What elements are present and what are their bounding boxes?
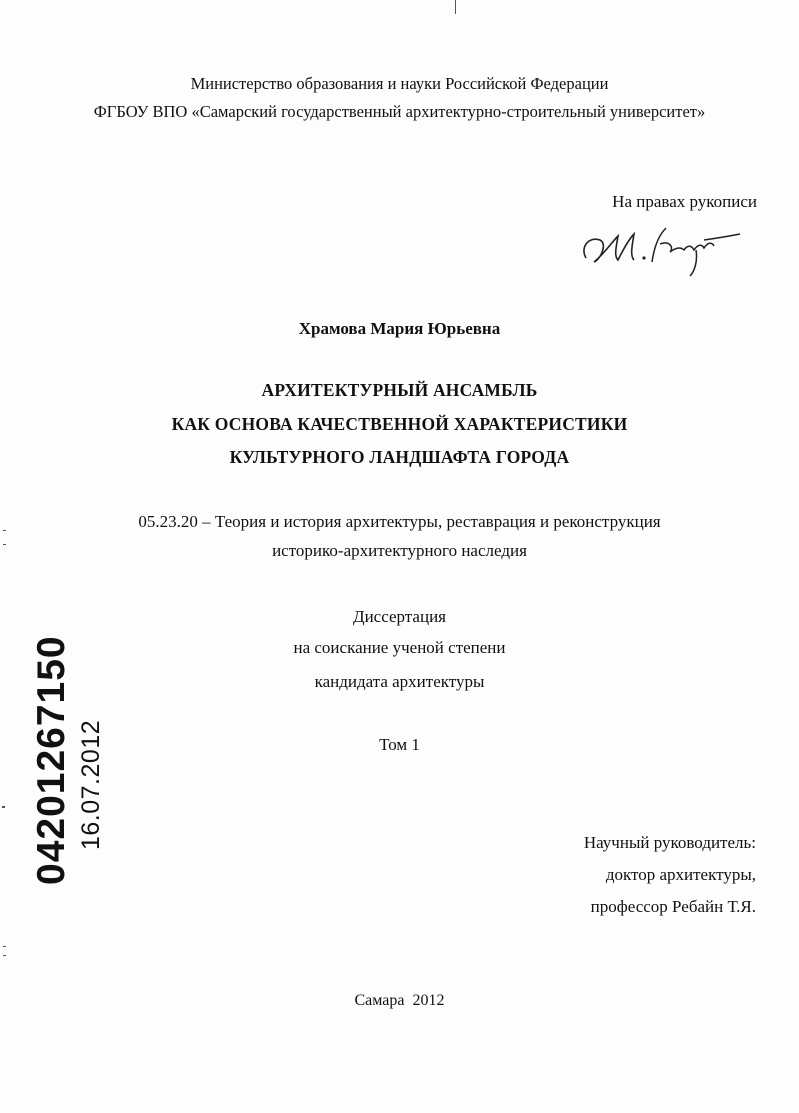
university-line: ФГБОУ ВПО «Самарский государственный архитектурно-строительный университет» bbox=[93, 102, 706, 121]
title-line-3: КУЛЬТУРНОГО ЛАНДШАФТА ГОРОДА bbox=[229, 447, 570, 467]
supervisor-line-2: доктор архитектуры, bbox=[605, 865, 756, 884]
supervisor-line-1: Научный руководитель: bbox=[583, 833, 756, 852]
degree-line-2: на соискание ученой степени bbox=[293, 638, 506, 657]
supervisor-line-3: профессор Ребайн Т.Я. bbox=[590, 897, 756, 916]
scan-mark-left-4 bbox=[3, 946, 6, 947]
specialty-line-2: историко-архитектурного наследия bbox=[272, 541, 527, 560]
manuscript-note: На правах рукописи bbox=[612, 192, 757, 211]
scan-mark-left-3 bbox=[2, 806, 5, 808]
specialty-line-1: 05.23.20 – Теория и история архитектуры, реставрация и реконструкция bbox=[138, 512, 661, 531]
title-line-1: АРХИТЕКТУРНЫЙ АНСАМБЛЬ bbox=[261, 380, 538, 400]
city-year: Самара 2012 bbox=[354, 992, 445, 1009]
degree-line-3: кандидата архитектуры bbox=[314, 672, 485, 691]
title-line-2: КАК ОСНОВА КАЧЕСТВЕННОЙ ХАРАКТЕРИСТИКИ bbox=[171, 414, 628, 434]
degree-line-1: Диссертация bbox=[352, 607, 446, 626]
library-stamp-number: 04201267150 bbox=[30, 635, 73, 885]
scan-mark-top bbox=[455, 0, 456, 14]
library-stamp-date: 16.07.2012 bbox=[77, 719, 105, 850]
volume-label: Том 1 bbox=[379, 735, 420, 754]
author-signature bbox=[578, 218, 748, 278]
ministry-line: Министерство образования и науки Российской Федерации bbox=[190, 74, 609, 93]
author-name: Храмова Мария Юрьевна bbox=[298, 319, 501, 338]
scan-mark-left-5 bbox=[3, 955, 6, 956]
